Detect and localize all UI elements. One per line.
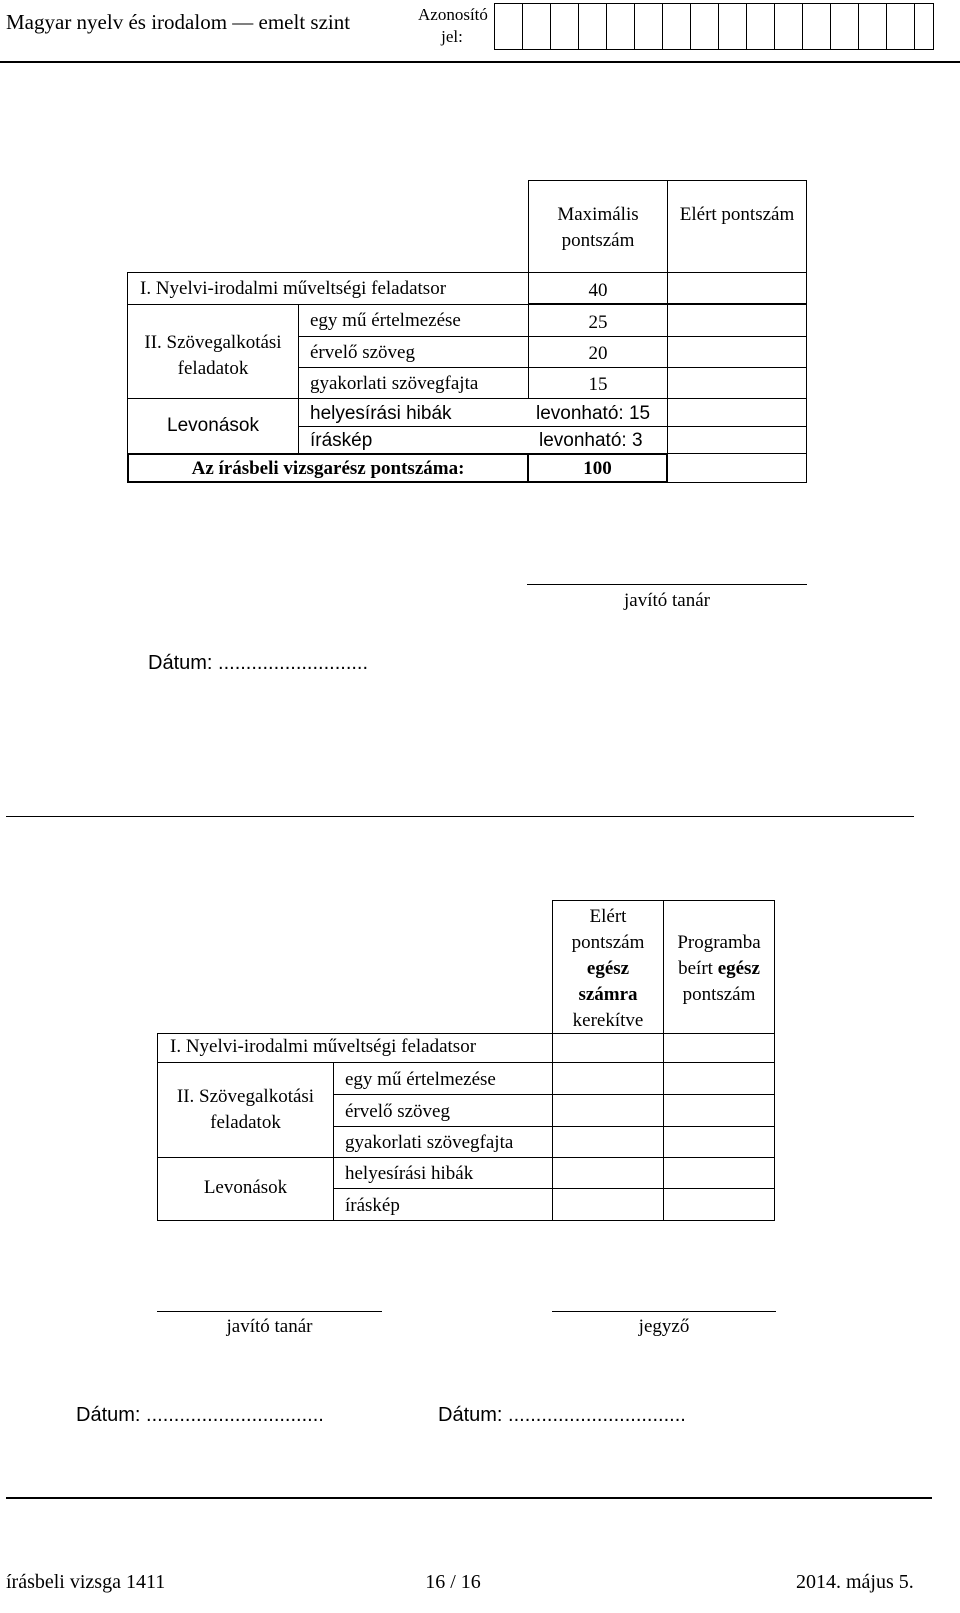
separator-rule	[6, 816, 914, 817]
row1-label: I. Nyelvi-irodalmi műveltségi feladatsor	[140, 278, 447, 299]
row1-rounded-cell[interactable]	[552, 1033, 664, 1063]
total-max: 100	[583, 458, 612, 479]
col-program-word-1: Programba	[677, 932, 761, 953]
id-box[interactable]	[662, 3, 691, 50]
col-program-line1	[663, 930, 775, 982]
col-rounded-line1: Elért pontszám	[571, 906, 645, 953]
col-max-header: Maximális pontszám	[557, 204, 639, 251]
date-field-right[interactable]: Dátum: ................................	[438, 1404, 686, 1426]
task2-label: érvelő szöveg	[345, 1101, 450, 1122]
id-box[interactable]	[802, 3, 831, 50]
signature-line-right[interactable]	[552, 1311, 776, 1312]
total-label: Az írásbeli vizsgarész pontszáma:	[191, 458, 465, 479]
col-rounded-header	[552, 904, 664, 1034]
id-box[interactable]	[774, 3, 803, 50]
task2-max: 20	[588, 343, 608, 364]
ded1-label: helyesírási hibák	[345, 1163, 474, 1184]
col-achieved-header: Elért pontszám	[679, 204, 795, 225]
signature-role: javító tanár	[624, 590, 710, 611]
row1-max: 40	[588, 280, 608, 301]
id-box[interactable]	[494, 3, 523, 50]
task2-label: érvelő szöveg	[310, 342, 415, 363]
id-box[interactable]	[550, 3, 579, 50]
ded2-max: levonható: 3	[539, 430, 643, 451]
id-box[interactable]	[718, 3, 747, 50]
id-box[interactable]	[634, 3, 663, 50]
ded2-label: íráskép	[345, 1195, 400, 1216]
deductions-label: Levonások	[167, 415, 259, 436]
task3-label: gyakorlati szövegfajta	[310, 373, 479, 394]
id-box[interactable]	[858, 3, 887, 50]
group2-label: II. Szövegalkotási feladatok	[144, 332, 282, 379]
deductions-label: Levonások	[203, 1177, 288, 1198]
ded1-max: levonható: 15	[536, 403, 651, 424]
header-rule	[0, 61, 960, 63]
footer-exam: írásbeli vizsga 1411	[6, 1571, 166, 1593]
task3-program-cell[interactable]	[663, 1126, 775, 1158]
signature-line-left[interactable]	[157, 1311, 382, 1312]
id-box[interactable]	[746, 3, 775, 50]
footer-date: 2014. május 5.	[796, 1571, 914, 1593]
ded2-rounded-cell[interactable]	[552, 1188, 664, 1221]
task1-label: egy mű értelmezése	[345, 1069, 496, 1090]
id-box[interactable]	[830, 3, 859, 50]
task1-program-cell[interactable]	[663, 1062, 775, 1095]
col-rounded-line3: kerekítve	[572, 1010, 644, 1031]
signature-role-right: jegyző	[638, 1316, 690, 1337]
task2-program-cell[interactable]	[663, 1094, 775, 1127]
ded1-rounded-cell[interactable]	[552, 1157, 664, 1189]
col-rounded-line2: egész számra	[578, 958, 638, 1005]
task1-achieved-cell[interactable]	[667, 304, 807, 337]
ded2-label: íráskép	[310, 430, 373, 451]
col-program-header	[663, 930, 775, 1008]
ded1-achieved-cell[interactable]	[667, 398, 807, 427]
id-box[interactable]	[914, 3, 934, 50]
id-box[interactable]	[690, 3, 719, 50]
date-field-left[interactable]: Dátum: ................................	[76, 1404, 324, 1426]
id-box[interactable]	[578, 3, 607, 50]
footer-page: 16 / 16	[425, 1571, 481, 1593]
id-label: Azonosító jel:	[418, 5, 488, 46]
footer-rule	[6, 1497, 932, 1499]
row1-label: I. Nyelvi-irodalmi műveltségi feladatsor	[170, 1036, 477, 1057]
task2-rounded-cell[interactable]	[552, 1094, 664, 1127]
signature-role-left: javító tanár	[226, 1316, 313, 1337]
id-boxes	[494, 0, 934, 52]
col-program-word-2: beírt	[678, 958, 718, 979]
task1-rounded-cell[interactable]	[552, 1062, 664, 1095]
id-box[interactable]	[606, 3, 635, 50]
ded1-program-cell[interactable]	[663, 1157, 775, 1189]
ded2-achieved-cell[interactable]	[667, 426, 807, 454]
header-title: Magyar nyelv és irodalom — emelt szint	[6, 10, 351, 34]
ded2-program-cell[interactable]	[663, 1188, 775, 1221]
group2-label: II. Szövegalkotási feladatok	[176, 1086, 315, 1133]
id-box[interactable]	[522, 3, 551, 50]
col-program-line3: pontszám	[682, 984, 756, 1005]
total-achieved-cell[interactable]	[666, 453, 807, 483]
col-program-line2: egész	[717, 958, 760, 979]
id-box[interactable]	[886, 3, 915, 50]
task1-label: egy mű értelmezése	[310, 310, 461, 331]
row1-achieved-cell[interactable]	[667, 272, 807, 305]
task3-achieved-cell[interactable]	[667, 367, 807, 399]
date-field[interactable]: Dátum: ...........................	[148, 652, 369, 674]
task2-achieved-cell[interactable]	[667, 336, 807, 368]
task1-max: 25	[588, 312, 608, 333]
task3-rounded-cell[interactable]	[552, 1126, 664, 1158]
task3-label: gyakorlati szövegfajta	[345, 1132, 514, 1153]
ded1-label: helyesírási hibák	[310, 403, 452, 424]
row1-program-cell[interactable]	[663, 1033, 775, 1063]
signature-line[interactable]	[527, 584, 807, 585]
task3-max: 15	[588, 374, 608, 395]
